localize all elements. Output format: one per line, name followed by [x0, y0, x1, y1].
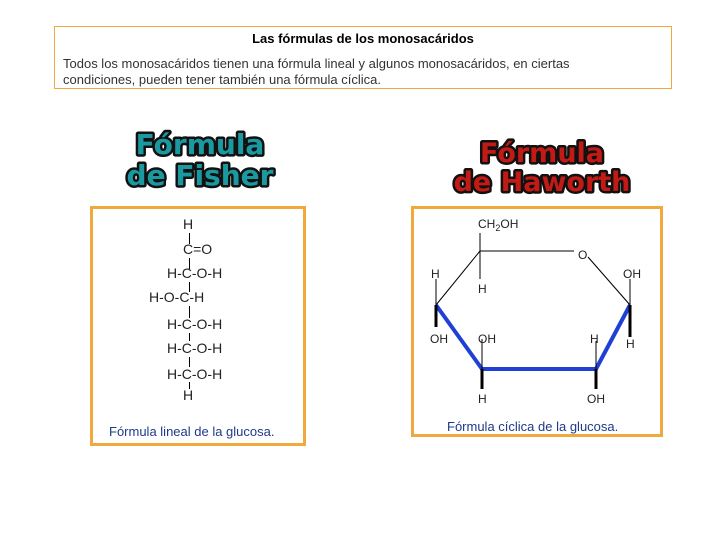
fisher-panel	[90, 206, 306, 446]
haworth-c3-up-label: OH	[478, 332, 496, 346]
fisher-row-5: H-C-O-H	[167, 316, 223, 332]
fisher-row-1: H	[183, 216, 194, 232]
intro-text-line-1: Todos los monosacáridos tienen una fórmula lineal y algunos monosacáridos, en ciertas	[63, 56, 570, 71]
haworth-panel	[411, 206, 663, 437]
haworth-bond-c5-c4	[436, 251, 480, 305]
intro-text-line-2: condiciones, pueden tener también una fórmula cíclica.	[63, 72, 381, 87]
haworth-ring-diagram	[414, 209, 660, 434]
fisher-row-7: H-C-O-H	[167, 366, 223, 382]
intro-box	[54, 26, 672, 89]
haworth-heading-line-1: Fórmula	[479, 138, 605, 169]
fisher-heading-line-2: de Fisher	[126, 159, 274, 190]
haworth-c1-up-label: OH	[623, 267, 641, 281]
haworth-ring-oxygen: O	[578, 248, 588, 262]
haworth-front-bonds	[436, 305, 630, 369]
haworth-heading-line-2: de Haworth	[453, 167, 631, 196]
haworth-ch2oh-label: $CH_2OH$	[478, 217, 519, 233]
fisher-row-2: C=O	[183, 241, 213, 257]
fisher-caption: Fórmula lineal de la glucosa.	[109, 424, 275, 439]
fisher-row-6: H-C-O-H	[167, 340, 223, 356]
haworth-heading	[430, 136, 654, 196]
fisher-heading-line-1: Fórmula	[135, 128, 265, 161]
haworth-c2-up-label: H	[590, 332, 599, 346]
fisher-row-3: H-C-O-H	[167, 265, 223, 281]
fisher-heading	[92, 128, 308, 190]
haworth-c2-down-label: OH	[587, 392, 605, 406]
haworth-c3-down-label: H	[478, 392, 487, 406]
haworth-c5-down-label: H	[478, 282, 487, 296]
intro-title: Las fórmulas de los monosacáridos	[252, 31, 474, 46]
haworth-caption: Fórmula cíclica de la glucosa.	[447, 419, 619, 434]
haworth-c1-down-label: H	[626, 337, 635, 351]
fisher-row-8: H	[183, 387, 194, 403]
fisher-row-4: H-O-C-H	[149, 289, 205, 305]
haworth-c4-up-label: H	[431, 267, 440, 281]
haworth-c4-down-label: OH	[430, 332, 448, 346]
haworth-bond-o-c1	[588, 257, 630, 305]
intro-text	[63, 56, 663, 88]
